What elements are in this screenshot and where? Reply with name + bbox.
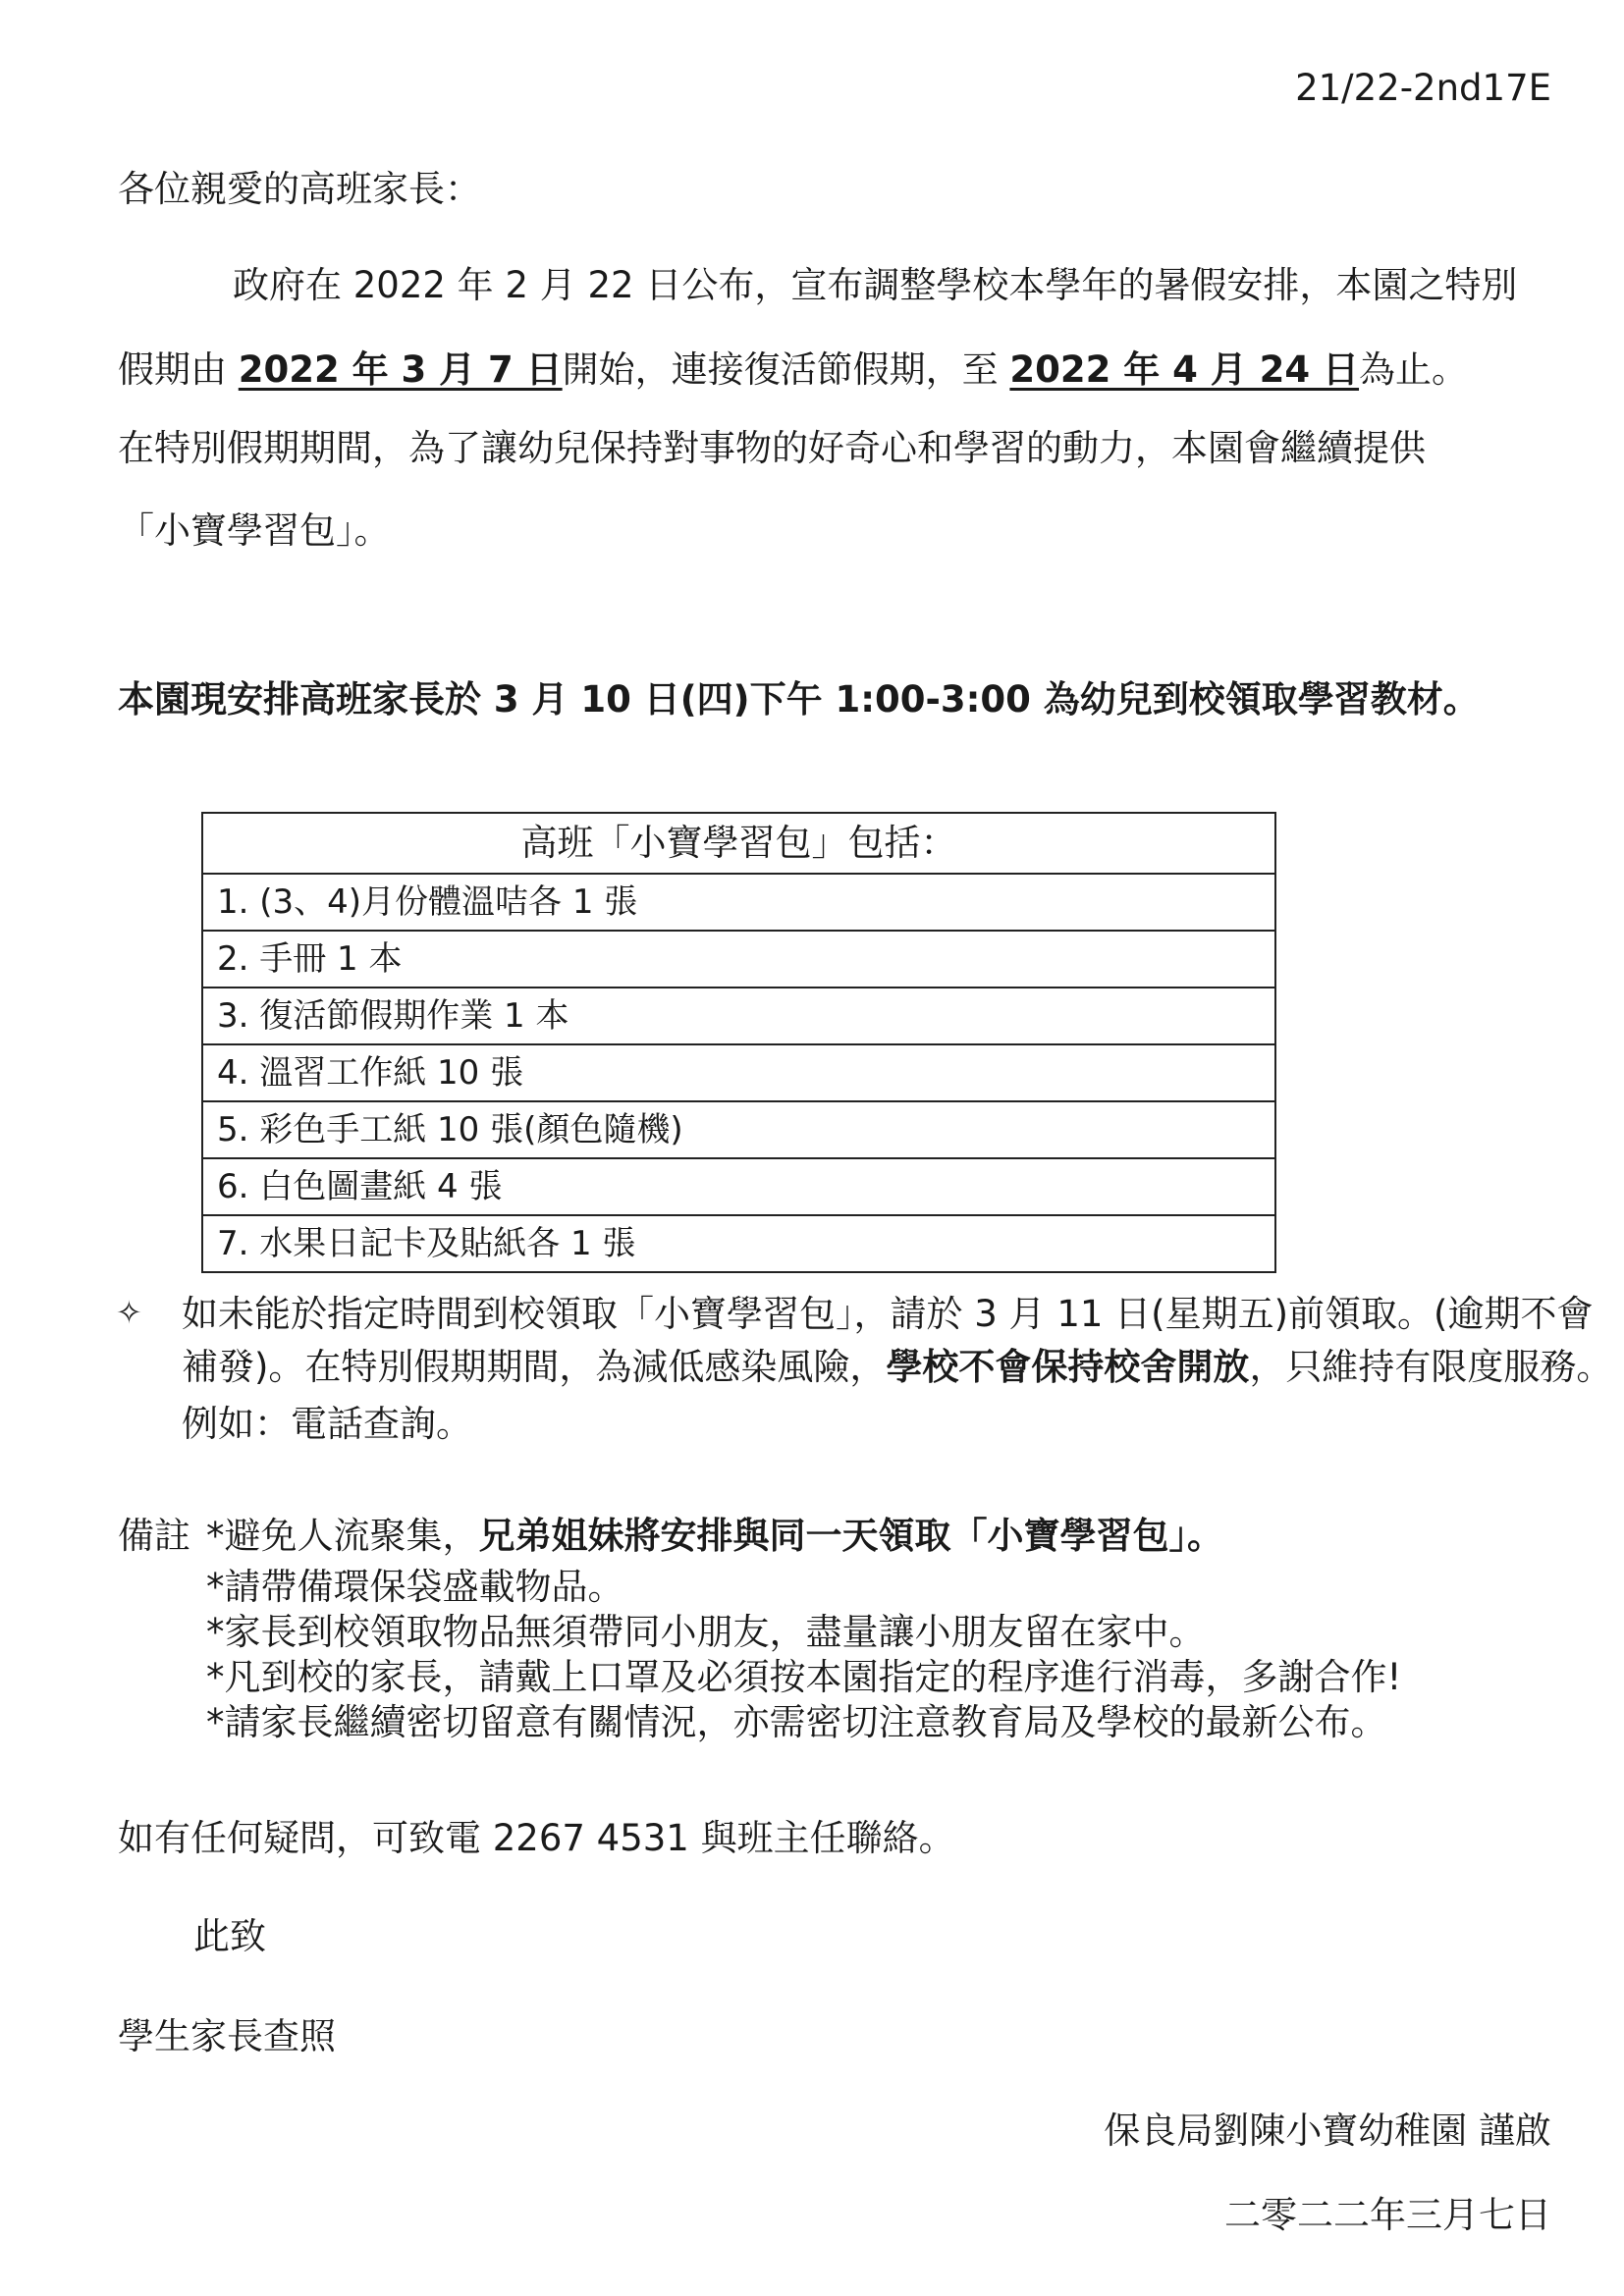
holiday-text-pre: 假期由 [118, 348, 239, 391]
holiday-text-mid: 開始，連接復活節假期，至 [562, 348, 1010, 391]
bullet-line-2-pre: 補發)。在特別假期期間，為減低感染風險， [182, 1346, 887, 1388]
salutation: 各位親愛的高班家長： [118, 168, 481, 210]
table-row [202, 1158, 1275, 1215]
school-signature: 保良局劉陳小寶幼稚園 謹啟 [1104, 2109, 1551, 2152]
table-row [202, 1044, 1275, 1101]
table-cell: 5. 彩色手工紙 10 張(顏色隨機) [202, 1101, 1275, 1158]
paragraph-holiday-period [118, 346, 1468, 395]
reference-code: 21/22-2nd17E [1295, 67, 1551, 109]
table-cell: 3. 復活節假期作業 1 本 [202, 988, 1275, 1044]
table-cell: 2. 手冊 1 本 [202, 931, 1275, 988]
table-cell: 6. 白色圖畫紙 4 張 [202, 1158, 1275, 1215]
learning-pack-table [201, 812, 1276, 1273]
bullet-line-2-bold: 學校不會保持校舍開放 [886, 1346, 1250, 1388]
table-cell: 7. 水果日記卡及貼紙各 1 張 [202, 1215, 1275, 1272]
paragraph-learning-pack: 「小寶學習包」。 [118, 509, 391, 552]
table-row [202, 1101, 1275, 1158]
bullet-line-2 [182, 1343, 1612, 1392]
recipient: 學生家長查照 [118, 2015, 336, 2057]
table-row [202, 931, 1275, 988]
remark-1-pre: *避免人流聚集， [206, 1515, 479, 1557]
bullet-line-1: 如未能於指定時間到校領取「小寶學習包」，請於 3 月 11 日(星期五)前領取。(逾期不會 [182, 1293, 1594, 1335]
table-row [202, 1215, 1275, 1272]
closing: 此致 [193, 1915, 266, 1957]
pickup-notice: 本園現安排高班家長於 3 月 10 日(四)下午 1:00-3:00 為幼兒到校領取學習教材。 [118, 678, 1480, 721]
remark-4: *凡到校的家長，請戴上口罩及必須按本園指定的程序進行消毒，多謝合作! [206, 1656, 1402, 1698]
table-cell: 1. (3、4)月份體溫咭各 1 張 [202, 874, 1275, 931]
sparkle-bullet-icon: ✧ [116, 1294, 142, 1331]
remark-2: *請帶備環保袋盛載物品。 [206, 1566, 624, 1608]
contact-line: 如有任何疑問，可致電 2267 4531 與班主任聯絡。 [118, 1817, 955, 1859]
table-header: 高班「小寶學習包」包括： [202, 813, 1275, 874]
paragraph-announcement: 政府在 2022 年 2 月 22 日公布，宣布調整學校本學年的暑假安排，本園之特別 [233, 264, 1518, 306]
bullet-line-3: 例如：電話查詢。 [182, 1403, 472, 1445]
paragraph-learning: 在特別假期期間，為了讓幼兒保持對事物的好奇心和學習的動力，本園會繼續提供 [118, 427, 1426, 469]
remark-3: *家長到校領取物品無須帶同小朋友，盡量讓小朋友留在家中。 [206, 1611, 1206, 1653]
bullet-line-2-post: ，只維持有限度服務。 [1249, 1346, 1613, 1388]
remarks-label: 備註 [118, 1515, 190, 1557]
remark-5: *請家長繼續密切留意有關情況，亦需密切注意教育局及學校的最新公布。 [206, 1701, 1387, 1743]
holiday-start-date: 2022 年 3 月 7 日 [238, 348, 563, 391]
letter-date: 二零二二年三月七日 [1224, 2194, 1551, 2236]
remark-1-bold: 兄弟姐妹將安排與同一天領取「小寶學習包」。 [478, 1515, 1223, 1557]
table-header-row [202, 813, 1275, 874]
holiday-end-date: 2022 年 4 月 24 日 [1009, 348, 1360, 391]
table-row [202, 988, 1275, 1044]
table-cell: 4. 溫習工作紙 10 張 [202, 1044, 1275, 1101]
holiday-text-post: 為止。 [1359, 348, 1469, 391]
table-row [202, 874, 1275, 931]
remark-1 [206, 1512, 1223, 1561]
